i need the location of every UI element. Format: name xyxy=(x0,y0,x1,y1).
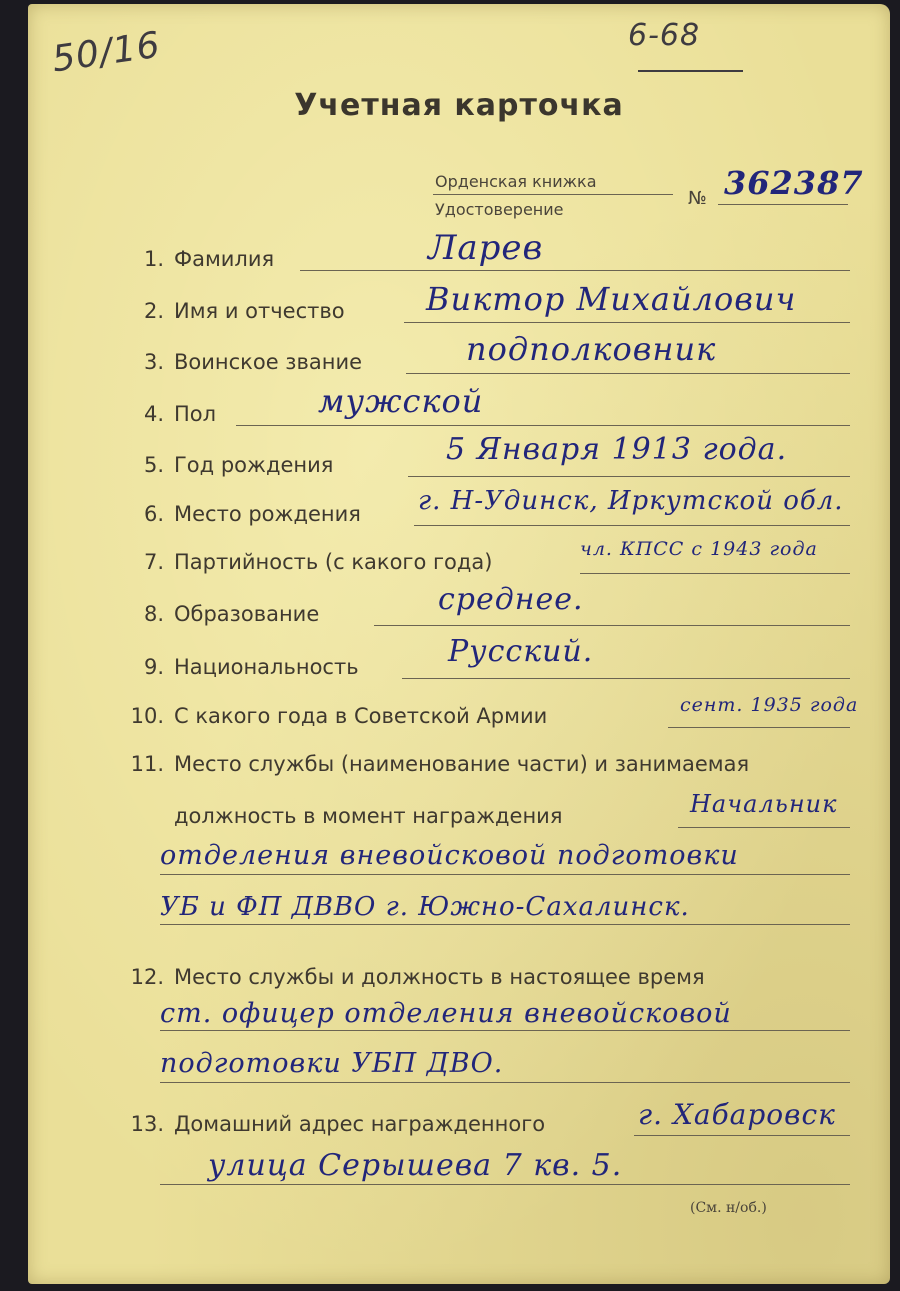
field-number: 3. xyxy=(143,350,164,374)
field-label-birth-year xyxy=(124,453,333,477)
field-label-text: Образование xyxy=(174,602,320,626)
archive-mark-underline xyxy=(638,70,743,72)
field-line xyxy=(236,425,850,426)
field-value-position: Начальник xyxy=(690,790,838,818)
field-label-text: Партийность (с какого года) xyxy=(174,550,493,574)
field-label-text: Национальность xyxy=(174,655,359,679)
field-number: 13. xyxy=(130,1112,164,1136)
number-underline xyxy=(718,204,848,205)
field-line xyxy=(160,874,850,875)
field-number: 9. xyxy=(143,655,164,679)
registration-card xyxy=(28,4,890,1284)
field-value-current-line-2: подготовки УБП ДВО. xyxy=(160,1048,504,1079)
field-value-education: среднее. xyxy=(438,582,584,617)
field-value-service-line-1: отделения вневойсковой подготовки xyxy=(160,840,739,871)
field-value-nationality: Русский. xyxy=(448,634,594,669)
field-label-name-patronymic xyxy=(124,299,345,323)
see-reverse-note: (См. н/об.) xyxy=(690,1200,767,1216)
field-number: 1. xyxy=(143,247,164,271)
field-label-current-service xyxy=(124,965,705,989)
field-line xyxy=(580,573,850,574)
field-line xyxy=(634,1135,850,1136)
field-label-military-rank xyxy=(124,350,362,374)
field-label-birthplace xyxy=(124,502,361,526)
field-label-service-at-award xyxy=(124,752,749,776)
field-label-surname xyxy=(124,247,274,271)
field-number: 5. xyxy=(143,453,164,477)
field-line xyxy=(668,727,850,728)
archive-mark-right: 6-68 xyxy=(628,18,701,53)
field-value-name-patronymic: Виктор Михайлович xyxy=(426,280,797,318)
field-label-service-at-award-cont: должность в момент награждения xyxy=(174,804,563,828)
field-number: 10. xyxy=(130,704,164,728)
field-value-military-rank: подполковник xyxy=(466,330,717,368)
field-label-text: Воинское звание xyxy=(174,350,363,374)
field-line xyxy=(404,322,850,323)
field-label-nationality xyxy=(124,655,359,679)
field-value-birthplace: г. Н-Удинск, Иркутской обл. xyxy=(418,486,844,516)
number-sign: № xyxy=(688,188,707,209)
doc-type-order-book: Орденская книжка xyxy=(435,172,597,191)
field-label-text: Домашний адрес награжденного xyxy=(174,1112,546,1136)
field-label-text: Место рождения xyxy=(174,502,361,526)
field-value-home-street: улица Серышева 7 кв. 5. xyxy=(208,1148,623,1183)
field-line xyxy=(406,373,850,374)
field-value-birth-year: 5 Января 1913 года. xyxy=(446,432,788,467)
field-value-surname: Ларев xyxy=(428,228,544,268)
field-label-education xyxy=(124,602,319,626)
field-number: 11. xyxy=(130,752,164,776)
field-line xyxy=(414,525,850,526)
doc-type-certificate: Удостоверение xyxy=(435,200,564,219)
field-label-party xyxy=(124,550,492,574)
order-book-number: 362387 xyxy=(724,164,864,202)
field-value-sex: мужской xyxy=(318,382,484,420)
field-label-text: Пол xyxy=(174,402,217,426)
field-label-home-address xyxy=(124,1112,545,1136)
field-line xyxy=(160,1030,850,1031)
field-line xyxy=(160,924,850,925)
card-title: Учетная карточка xyxy=(294,88,624,123)
field-value-party: чл. КПСС с 1943 года xyxy=(580,538,818,560)
field-number: 7. xyxy=(143,550,164,574)
field-line xyxy=(300,270,850,271)
field-line xyxy=(374,625,850,626)
field-number: 8. xyxy=(143,602,164,626)
field-line xyxy=(408,476,850,477)
field-label-text: Год рождения xyxy=(174,453,334,477)
field-line xyxy=(160,1082,850,1083)
field-number: 4. xyxy=(143,402,164,426)
field-line xyxy=(678,827,850,828)
field-label-text: Фамилия xyxy=(174,247,275,271)
field-value-home-city: г. Хабаровск xyxy=(638,1098,836,1131)
field-label-army-since xyxy=(124,704,547,728)
field-line xyxy=(402,678,850,679)
field-label-text: Место службы (наименование части) и занимаемая xyxy=(174,752,750,776)
field-number: 6. xyxy=(143,502,164,526)
field-number: 12. xyxy=(130,965,164,989)
field-value-service-line-2: УБ и ФП ДВВО г. Южно-Сахалинск. xyxy=(160,892,690,922)
field-label-text: Имя и отчество xyxy=(174,299,345,323)
field-value-current-line-1: ст. офицер отделения вневойсковой xyxy=(160,998,732,1029)
doc-type-divider xyxy=(433,194,673,195)
field-number: 2. xyxy=(143,299,164,323)
field-line xyxy=(160,1184,850,1185)
field-label-text: Место службы и должность в настоящее время xyxy=(174,965,705,989)
archive-mark-left: 50/16 xyxy=(49,24,164,81)
field-label-text: С какого года в Советской Армии xyxy=(174,704,548,728)
field-value-army-since: сент. 1935 года xyxy=(680,694,859,716)
field-label-sex xyxy=(124,402,216,426)
